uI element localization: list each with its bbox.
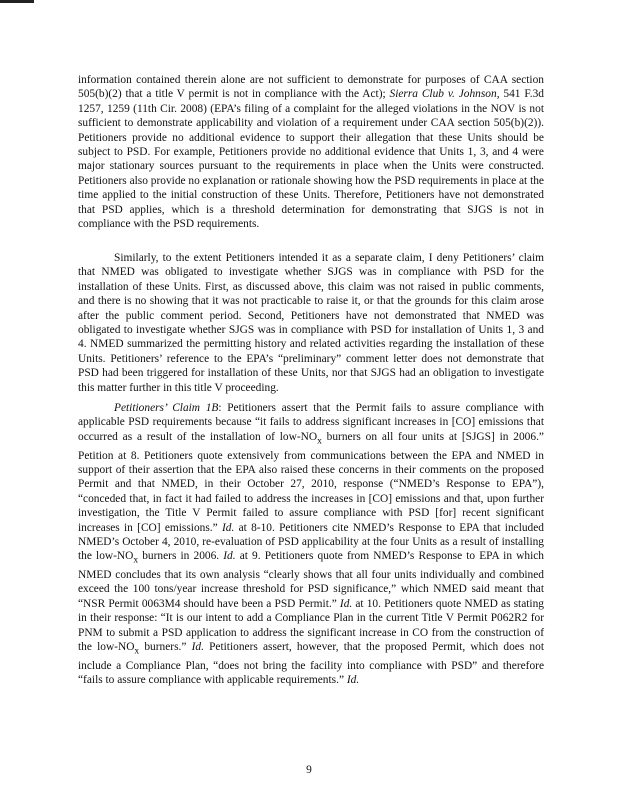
italic-run: Id.	[191, 641, 204, 654]
text-run: burners in 2006.	[138, 550, 224, 563]
text-run: Similarly, to the extent Petitioners intended it as a separate claim, I deny Petitioners’ claim that NMED was obligated to investigate whether SJGS was in compliance with PSD for the installation of these Units. First, as discussed above, this claim was not raised in public comments, and there is no showing that it was not practicable to raise it, or that the grounds for this claim arose after the public comment period. Second, Petitioners have not demonstrated that NMED was obligated to investigate whether SJGS was in compliance with PSD for installation of Units 1, 3 and 4. NMED summarized the permitting history and related activities regarding the installation of these Units. Petitioners’ reference to the EPA’s “preliminary” comment letter does not demonstrate that PSD had been triggered for installation of these Units, nor that SJGS had an obligation to investigate this matter further in this title V proceeding.	[78, 252, 544, 394]
subscript-run: x	[317, 436, 322, 447]
text-run: Petitioners assert, however, that the proposed Permit, which does not include a Compliance Plan, “does not bring the facility into compliance with PSD” and therefore “fails to assure compliance with applicable requirements.”	[78, 641, 544, 687]
text-run: at 9. Petitioners quote from NMED’s Response to EPA in which NMED concludes that its own analysis “clearly shows that all four units individually and combined exceed the 100 tons/year increase threshold for PSD significance,” which NMED said meant that “NSR Permit 0063M4 should have been a PSD Permit.”	[78, 550, 545, 610]
italic-run: Sierra Club v. Johnson	[389, 88, 497, 101]
italic-run: Petitioners’ Claim 1B	[114, 402, 219, 414]
italic-run: Id.	[346, 674, 360, 687]
text-run: : Petitioners assert that the Permit fails to assure compliance with applicable PSD requirements because “it fails to address significant increases in [CO] emissions that occurred as a result of the installation of low-NO	[78, 402, 544, 443]
scan-edge-mark	[0, 0, 34, 3]
subscript-run: x	[134, 646, 140, 657]
text-run: burners.”	[139, 641, 192, 654]
text-run: at 8-10. Petitioners cite NMED’s Response to EPA that included NMED’s October 4, 2010, re-evaluation of PSD applicability at the four Units as a result of installing the low-NO	[78, 521, 544, 563]
page-number: 9	[306, 764, 312, 776]
italic-run: Id.	[223, 550, 236, 563]
paragraph-claim-1b	[78, 401, 544, 688]
text-run: , 541 F.3d 1257, 1259 (11th Cir. 2008) (EPA’s filing of a complaint for the alleged violations in the NOV is not sufficient to demonstrate applicability and violation of a requirement under CAA section 505(b)(2)). Petitioners provide no additional evidence to support their allegation that these Units should be subject to PSD. For example, Petitioners provide no additional evidence that Units 1, 3, and 4 were major stationary sources pursuant to the requirements in place when the Units were constructed. Petitioners also provide no explanation or rationale showing how the PSD requirements in place at the time applied to the initial construction of these Units. Therefore, Petitioners have not demonstrated that PSD applies, which is a threshold determination for demonstrating that SJGS is not in compliance with the PSD requirements.	[78, 88, 544, 231]
paragraph-continuation	[78, 73, 544, 231]
subscript-run: x	[133, 555, 139, 566]
text-run: information contained therein alone are not sufficient to demonstrate for purposes of CAA section 505(b)(2) that a title V permit is not in compliance with the Act);	[78, 74, 544, 101]
text-run: burners on all four units at [SJGS] in 2006.” Petition at 8. Petitioners quote extensively from communications between the EPA and NMED in support of their assertion that the EPA also raised these concerns in their comments on the proposed Permit and that NMED, in their October 27, 2010, response (“NMED’s Response to EPA”), “conceded that, in fact it had failed to address the increases in [CO] emissions and that, upon further investigation, the Title V Permit failed to assure compliance with PSD [for] recent significant increases in [CO] emissions.”	[78, 430, 544, 534]
italic-run: Id.	[221, 521, 235, 534]
italic-run: Id.	[339, 597, 353, 610]
paragraph-similarly	[78, 251, 544, 395]
text-run: at 10. Petitioners quote NMED as stating in their response: “It is our intent to add a Compliance Plan in the current Title V Permit P062R2 for PNM to submit a PSD application to address the significant increase in CO from the construction of the low-NO	[78, 597, 544, 654]
